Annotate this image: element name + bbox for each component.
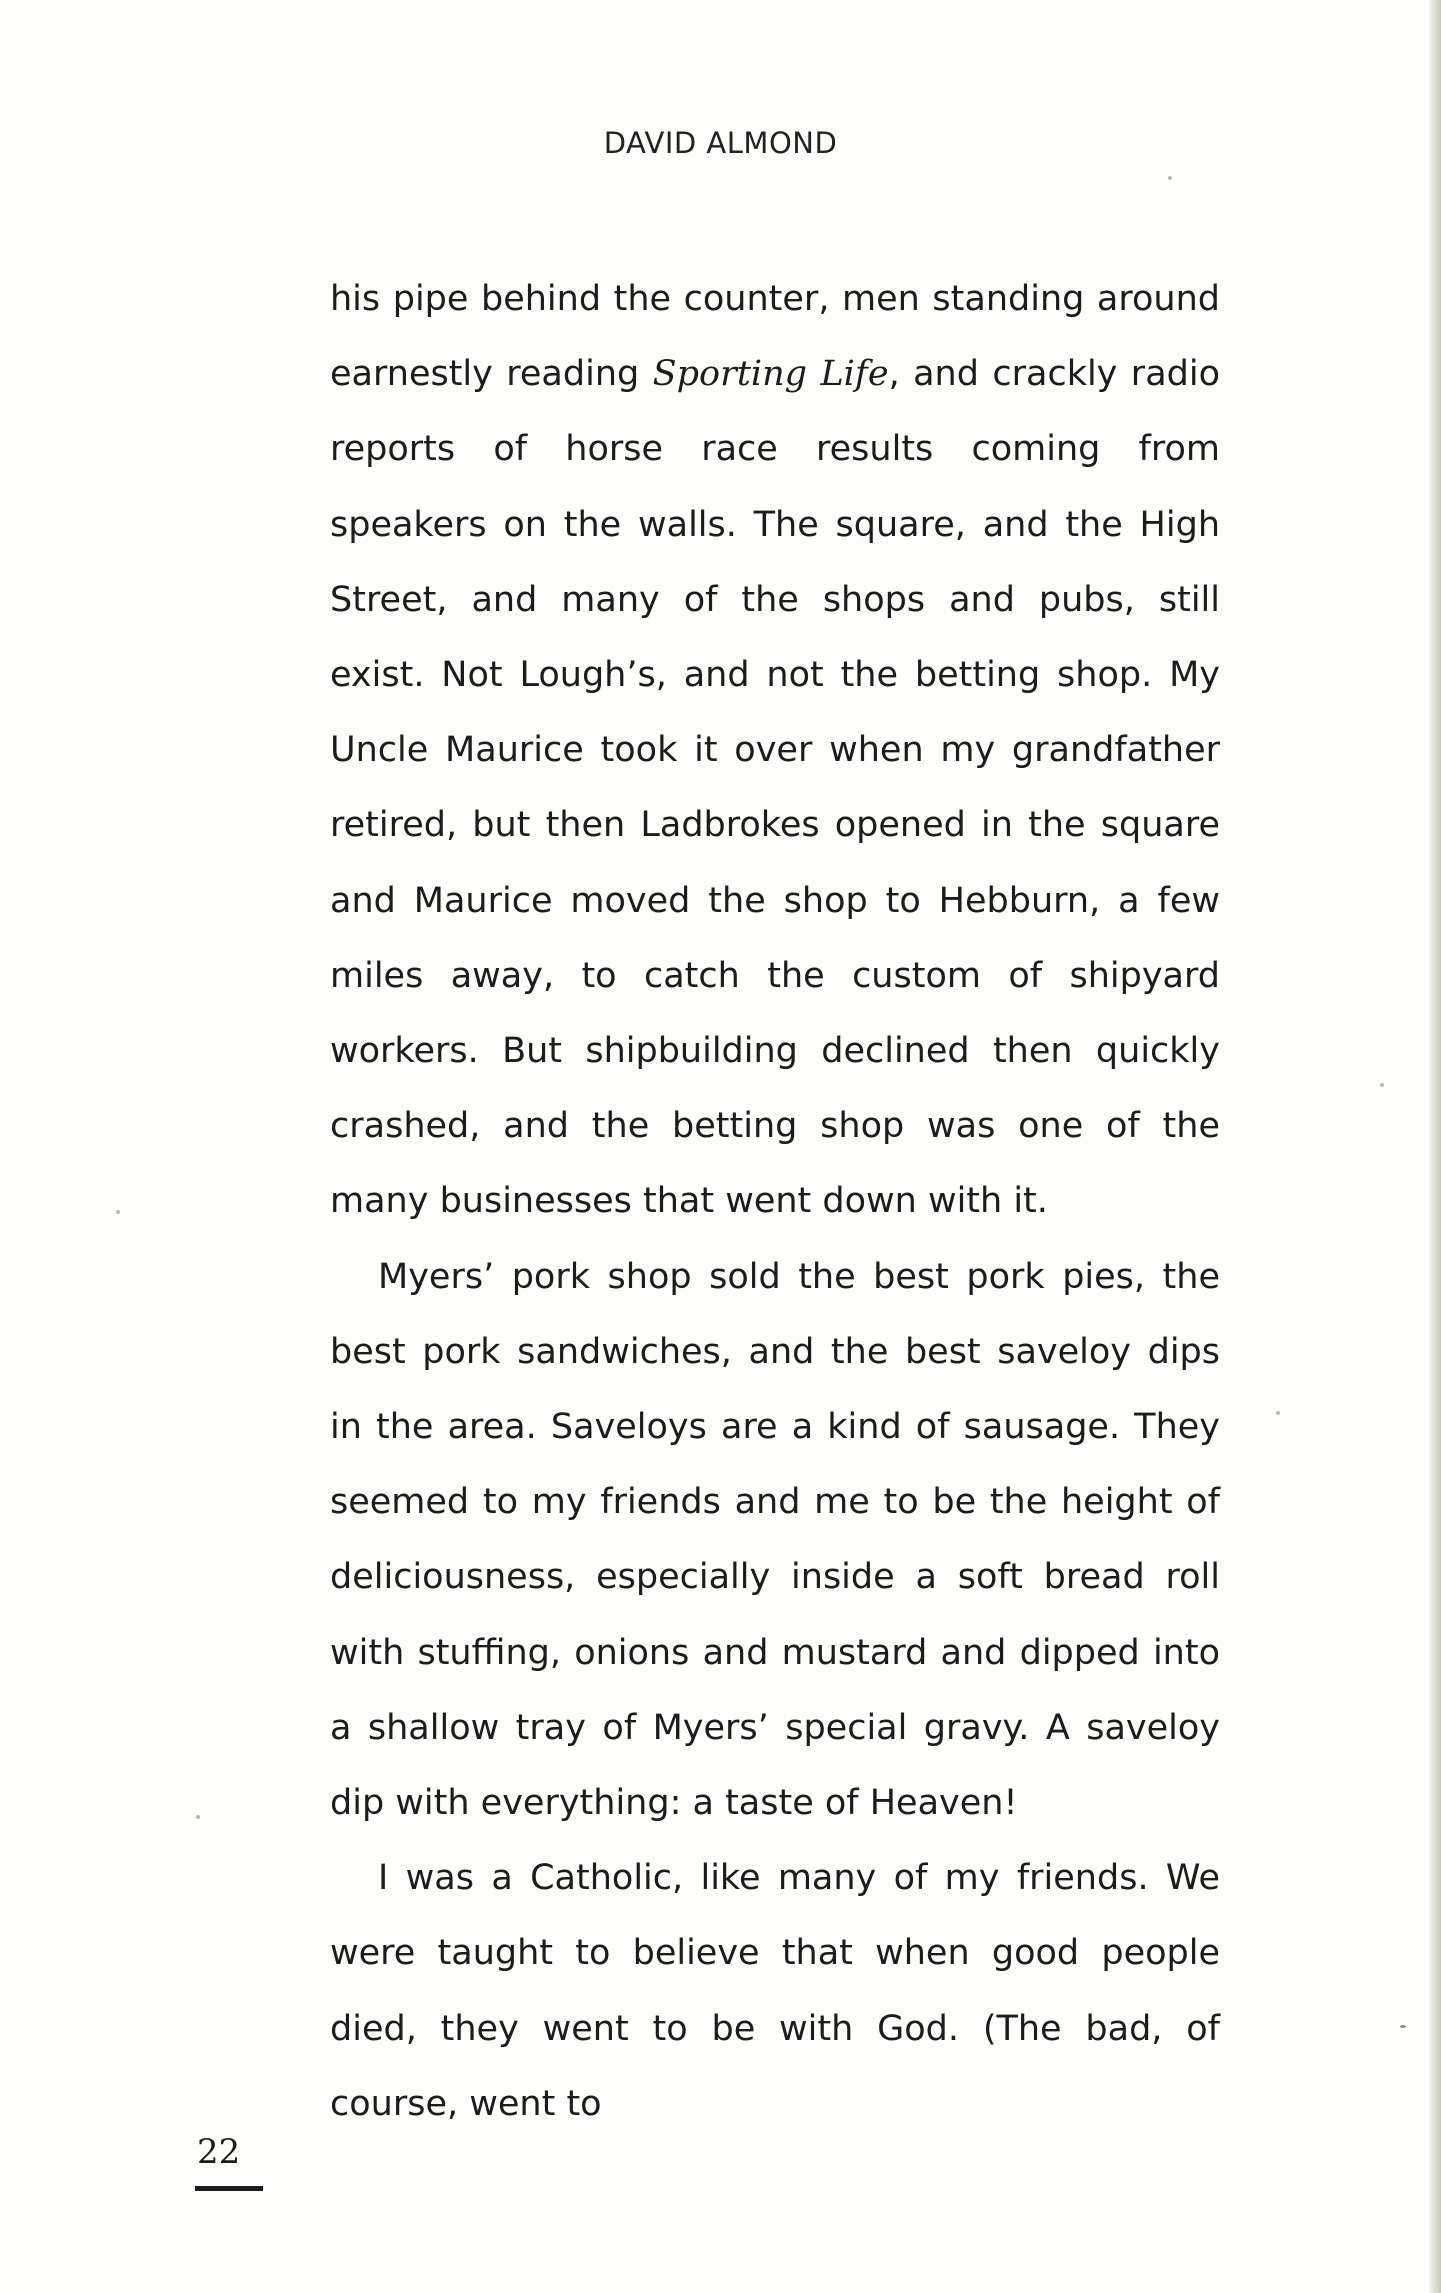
page-number-rule [195,2186,263,2191]
paper-speck [1168,176,1172,180]
paragraph-2: Myers’ pork shop sold the best pork pies, the best pork sandwiches, and the best saveloy dips in the area. Saveloys are a kind of sausage. They seemed to my friends and me to be the height of deliciousness, especially inside a soft bread roll with stuffing, onions and mustard and dipped into a shallow tray of Myers’ special gravy. A saveloy dip with everything: a taste of Heaven! [330,1256,1220,1824]
paper-speck [1380,1083,1384,1087]
paragraph-1-text-a: his pipe behind the counter, men standing around earnestly reading [330,279,1220,395]
page-edge-shadow [1429,0,1441,2293]
paper-speck [1276,1411,1280,1415]
paper-speck [116,1210,120,1214]
publication-title: Sporting Life [652,354,889,395]
running-head: DAVID ALMOND [603,126,838,160]
paper-speck [1400,2025,1406,2028]
paragraph-1 [330,262,1220,1240]
page-number: 22 [197,2132,241,2172]
paragraph-1-text-b: , and crackly radio reports of horse race results coming from speakers on the walls. The square, and the High Street, and many of the shops and pubs, still exist. Not Lough’s, and not the betting shop. My Uncle Maurice took it over when my grandfather retired, but then Ladbrokes opened in the square and Maurice moved the shop to Hebburn, a few miles away, to catch the custom of shipyard workers. But shipbuilding declined then quickly crashed, and the betting shop was one of the many businesses that went down with it. [330,354,1220,1222]
body-text [330,262,1220,2142]
paragraph-3: I was a Catholic, like many of my friends. We were taught to believe that when good people died, they went to be with God. (The bad, of course, went to [330,1858,1220,2124]
paper-speck [196,1815,200,1819]
